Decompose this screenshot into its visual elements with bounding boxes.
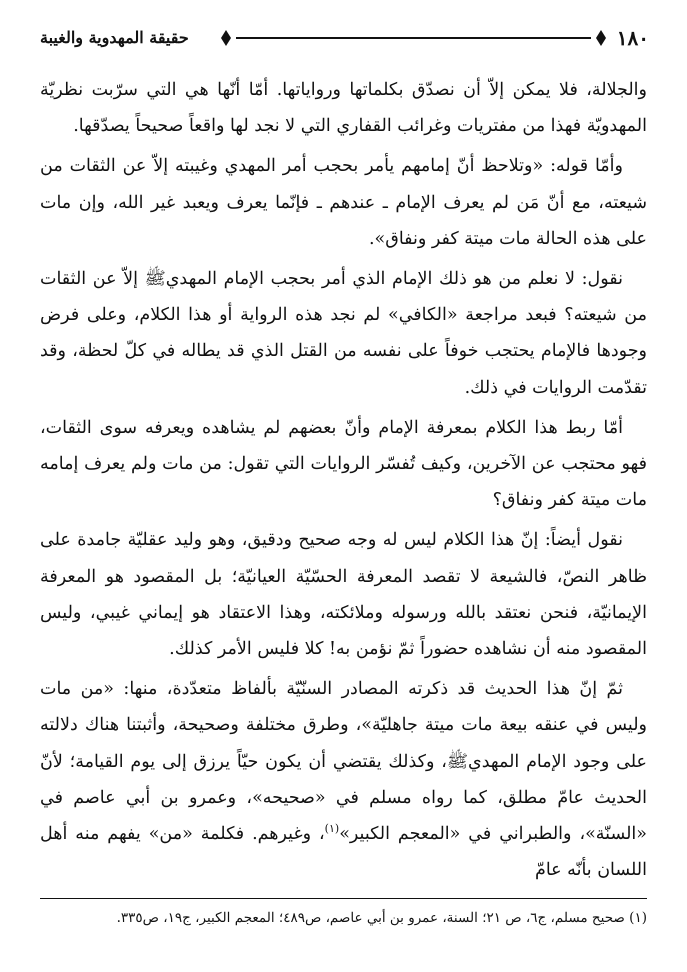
footnote: (١) صحيح مسلم، ج٦، ص ٢١؛ السنة، عمرو بن أبي عاصم، ص٤٨٩؛ المعجم الكبير، ج١٩، ص٣٣٥. [116, 910, 647, 926]
footnote-rule [40, 898, 647, 899]
paragraph: نقول أيضاً: إنّ هذا الكلام ليس له وجه صحيح ودقيق، وهو وليد عقليّة جامدة على ظاهر النصّ، فالشيعة لا تقصد المعرفة الحسّيّة العيانيّة؛ بل المقصود هو المعرفة الإيمانيّة، فنحن نعتقد بالله ورسوله وملائكته، وهذا الاعتقاد هو إيماني غيبي، وليس المقصود منه أن نشاهده حضوراً ثمّ نؤمن به! كلا فليس الأمر كذلك. [40, 530, 647, 660]
body-text [40, 72, 647, 888]
page-number: ١٨٠ [616, 26, 649, 50]
paragraph-continuation: والجلالة، فلا يمكن إلاّ أن نصدّق بكلماتها ورواياتها. أمّا أنّها هي التي سرّبت نظريّة المهدويّة فهذا من مفتريات وغرائب القفاري التي لا نجد لها واقعاً صحيحاً يصدّقها. [40, 80, 647, 137]
paragraph: وأمّا قوله: «وتلاحظ أنّ إمامهم يأمر بحجب أمر المهدي وغيبته إلاّ عن الثقات من شيعته، مع أنّ مَن لم يعرف الإمام ـ عندهم ـ فإنّما يعرف ويعبد غير الله، وإن مات على هذه الحالة مات ميتة كفر ونفاق». [40, 156, 647, 249]
paragraph [40, 671, 647, 888]
diamond-ornament-icon [595, 28, 607, 48]
page-header [40, 22, 649, 56]
diamond-ornament-icon [220, 28, 232, 48]
paragraph: أمّا ربط هذا الكلام بمعرفة الإمام وأنّ بعضهم لم يشاهده ويعرفه سوى الثقات، فهو محتجب عن الآخرين، وكيف تُفسّر الروايات التي تقول: من مات ولم يعرف إمامه مات ميتة كفر ونفاق؟ [40, 417, 647, 511]
paragraph-text-tail: ، وغيرهم. فكلمة «من» يفهم منه أهل اللسان بأنّه عامّ [40, 824, 647, 881]
header-rule [236, 37, 591, 39]
paragraph-text: ثمّ إنّ هذا الحديث قد ذكرته المصادر السنّيّة بألفاظ متعدّدة، منها: «من مات وليس في عنقه بيعة مات ميتة جاهليّة»، وطرق مختلفة وصحيحة، وأثبتنا هناك دلالته على وجود الإمام المهدي‏ﷺ، وكذلك يقتضي أن يكون حيّاً يرزق إلى يوم القيامة؛ لأنّ الحديث عامّ مطلق، كما رواه مسلم في «صحيحه»، وعمرو بن أبي عاصم في «السنّة»، والطبراني في «المعجم الكبير» [40, 679, 647, 845]
footnote-reference: (١) [324, 822, 340, 836]
paragraph: نقول: لا نعلم من هو ذلك الإمام الذي أمر بحجب الإمام المهدي‏ﷺ إلاّ عن الثقات من شيعته؟ فبعد مراجعة «الكافي» لم نجد هذه الرواية أو هذا الكلام، وعلى فرض وجودها فالإمام يحتجب خوفاً على نفسه من القتل الذي قد يطاله في كلّ لحظة، وقد تقدّمت الروايات في ذلك. [40, 269, 647, 398]
book-title: حقيقة المهدوية والغيبة [40, 28, 189, 47]
